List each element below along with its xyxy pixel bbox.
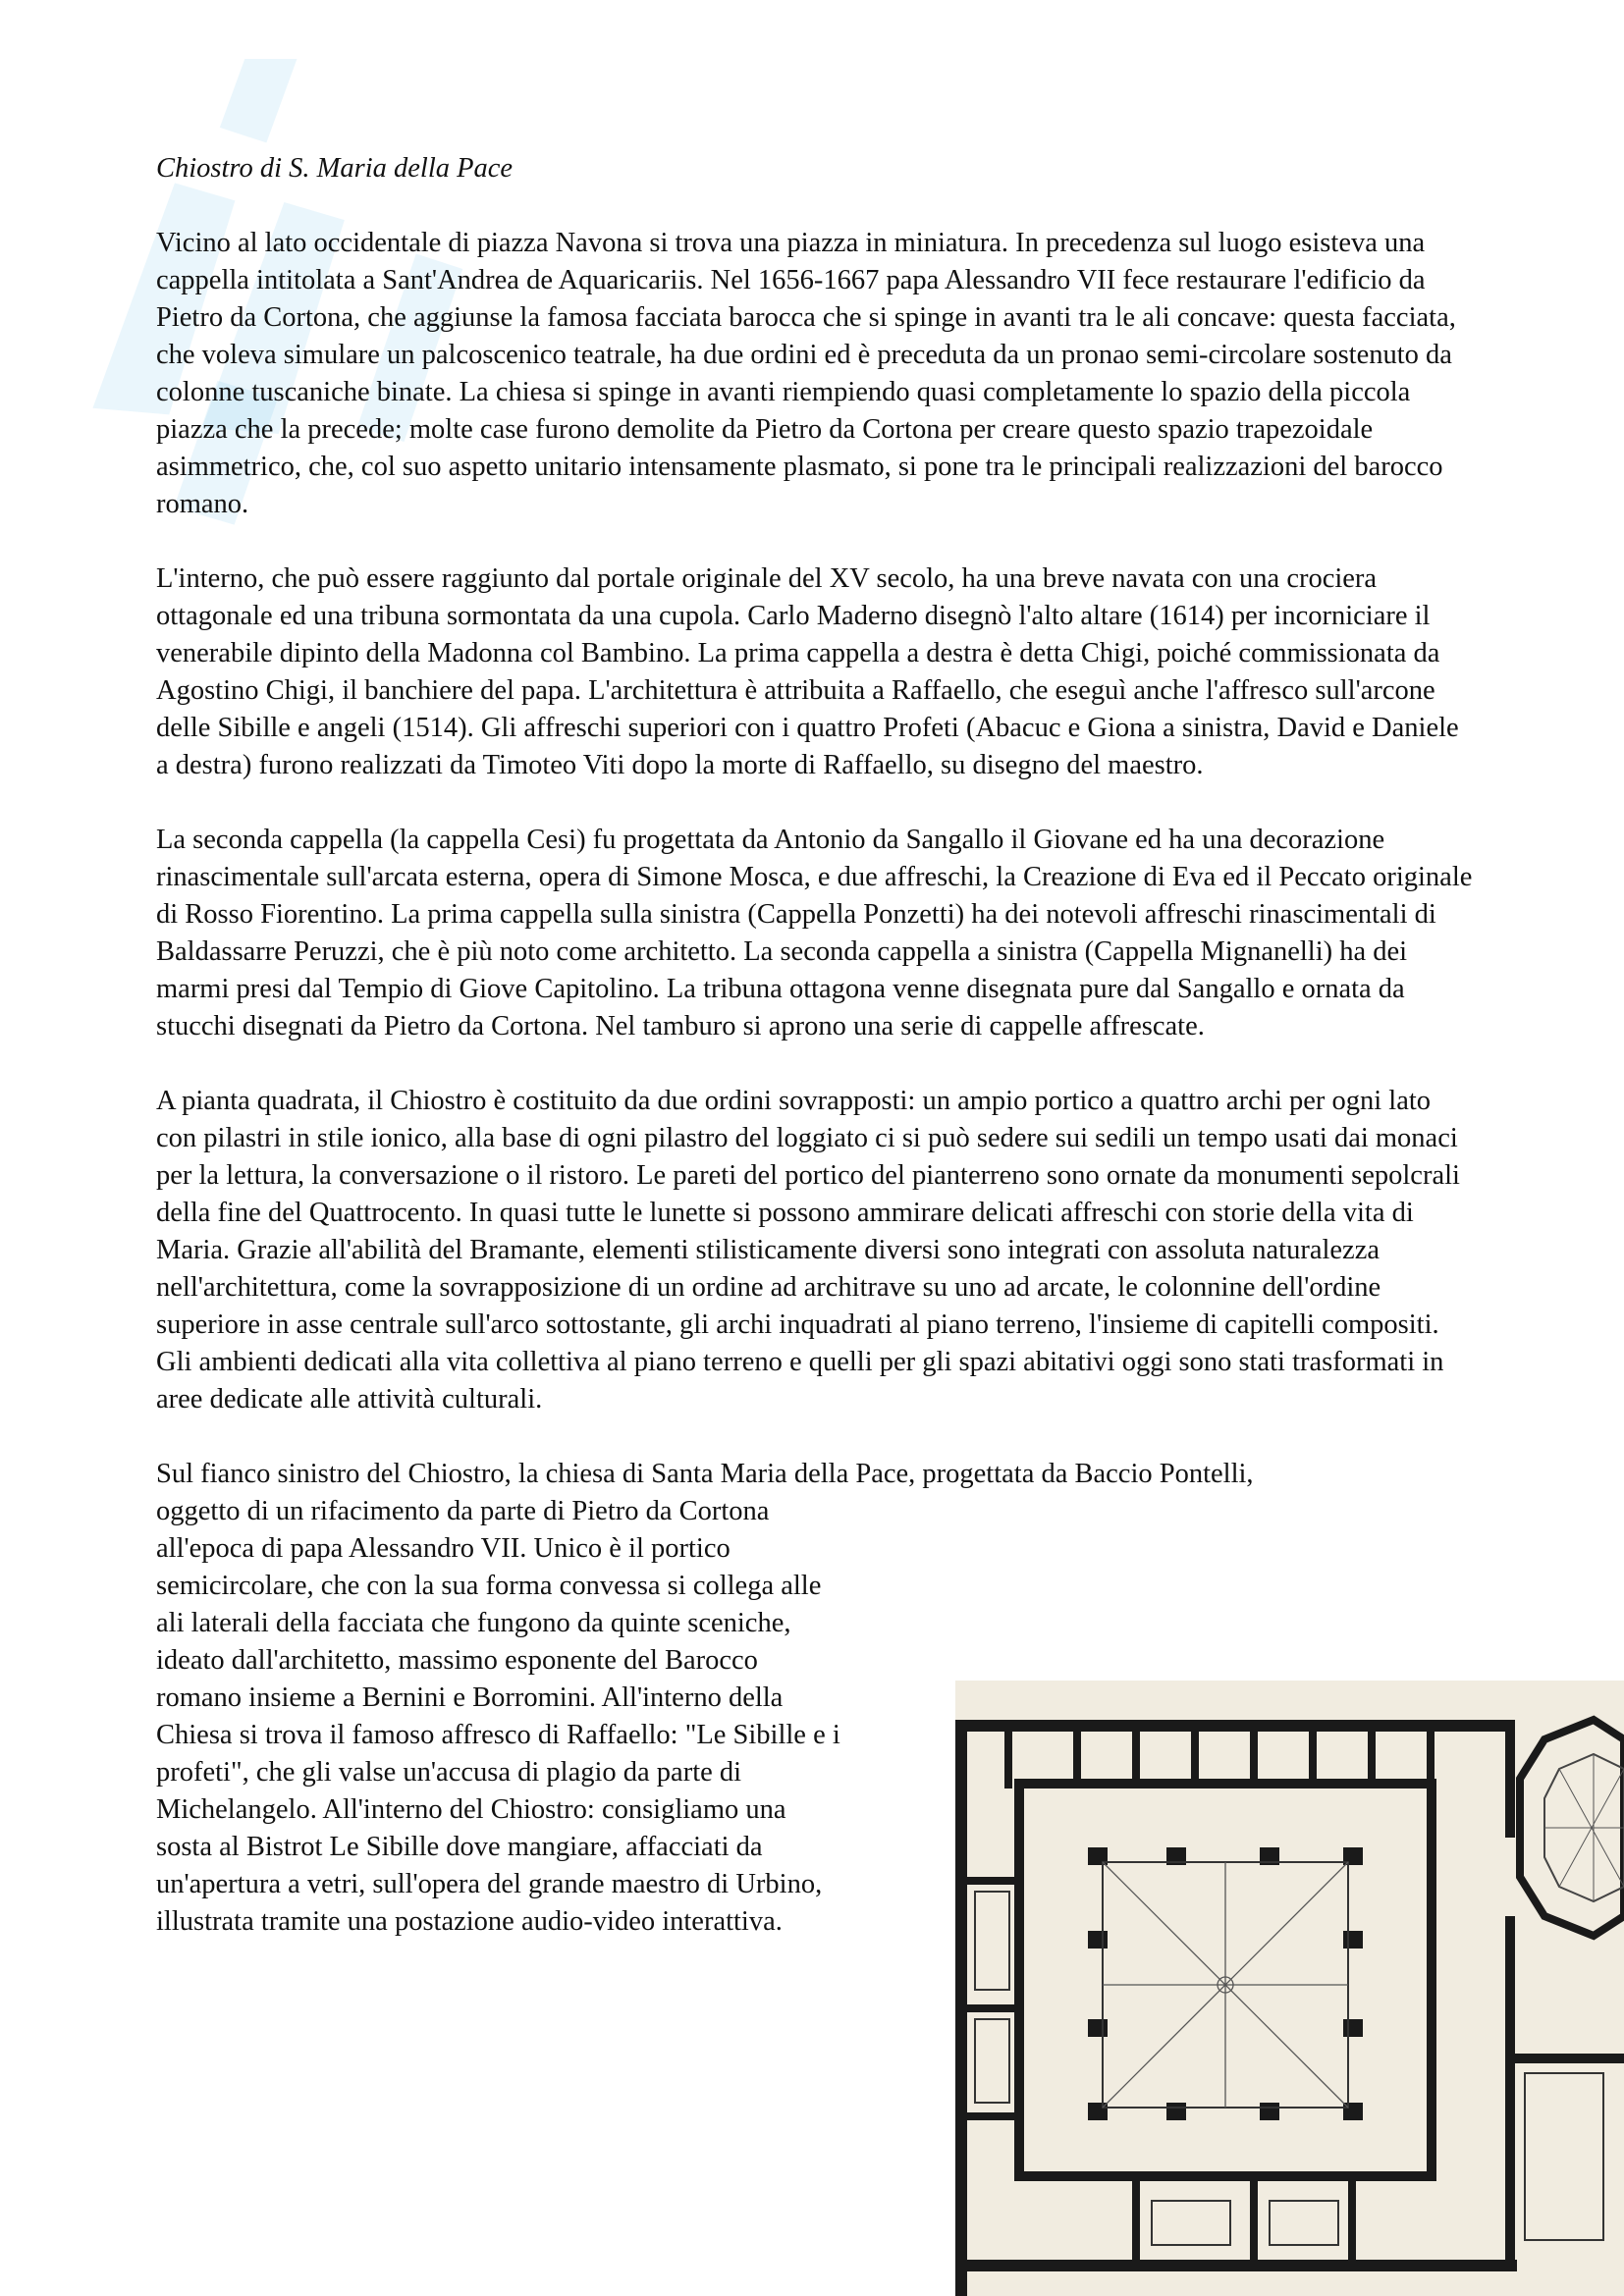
- paragraph-chiesa: [156, 1456, 1477, 1941]
- document-body: [156, 150, 1477, 1941]
- paragraph-cappelle: La seconda cappella (la cappella Cesi) fu progettata da Antonio da Sangallo il Giovane ed ha una decorazione rinascimentale sull'arcata esterna, opera di Simone Mosca, e due affreschi, la Creazione di Eva ed il Peccato originale di Rosso Fiorentino. La prima cappella sulla sinistra (Cappella Ponzetti) ha dei notevoli affreschi rinascimentali di Baldassarre Peruzzi, che è più noto come architetto. La seconda cappella a sinistra (Cappella Mignanelli) ha dei marmi presi dal Tempio di Giove Capitolino. La tribuna ottagona venne disegnata pure dal Sangallo e ornata da stucchi disegnati da Pietro da Cortona. Nel tamburo si aprono una serie di cappelle affrescate.: [156, 825, 1473, 1041]
- text-line: romano insieme a Bernini e Borromini. All'interno della: [156, 1682, 784, 1713]
- text-line: Sul fianco sinistro del Chiostro, la chiesa di Santa Maria della Pace, progettata da Baccio Pontelli,: [156, 1459, 1254, 1489]
- text-line: ali laterali della facciata che fungono da quinte sceniche,: [156, 1608, 791, 1638]
- paragraph-piazza: Vicino al lato occidentale di piazza Navona si trova una piazza in miniatura. In precedenza sul luogo esisteva una cappella intitolata a Sant'Andrea de Aquaricariis. Nel 1656-1667 papa Alessandro VII fece restaurare l'edificio da Pietro da Cortona, che aggiunse la famosa facciata barocca che si spinge in avanti tra le ali concave: questa facciata, che voleva simulare un palcoscenico teatrale, ha due ordini ed è preceduta da un pronao semi-circolare sostenuto da colonne tuscaniche binate. La chiesa si spinge in avanti riempiendo quasi completamente lo spazio della piccola piazza che la precede; molte case furono demolite da Pietro da Cortona per creare questo spazio trapezoidale asimmetrico, che, col suo aspetto unitario intensamente plasmato, si pone tra le principali realizzazioni del barocco romano.: [156, 228, 1456, 519]
- text-line: illustrata tramite una postazione audio-video interattiva.: [156, 1906, 783, 1937]
- text-line: sosta al Bistrot Le Sibille dove mangiare, affacciati da: [156, 1832, 763, 1862]
- document-title: Chiostro di S. Maria della Pace: [156, 153, 514, 184]
- paragraph-interno: L'interno, che può essere raggiunto dal portale originale del XV secolo, ha una breve navata con una crociera ottagonale ed una tribuna sormontata da una cupola. Carlo Maderno disegnò l'alto altare (1614) per incorniciare il venerabile dipinto della Madonna col Bambino. La prima cappella a destra è detta Chigi, poiché commissionata da Agostino Chigi, il banchiere del papa. L'architettura è attribuita a Raffaello, che eseguì anche l'affresco sull'arcone delle Sibille e angeli (1514). Gli affreschi superiori con i quattro Profeti (Abacuc e Giona a sinistra, David e Daniele a destra) furono realizzati da Timoteo Viti dopo la morte di Raffaello, su disegno del maestro.: [156, 563, 1459, 780]
- text-line: all'epoca di papa Alessandro VII. Unico è il portico: [156, 1533, 731, 1564]
- text-line: ideato dall'architetto, massimo esponente del Barocco: [156, 1645, 758, 1676]
- text-line: profeti", che gli valse un'accusa di plagio da parte di: [156, 1757, 742, 1788]
- paragraph-chiostro: A pianta quadrata, il Chiostro è costituito da due ordini sovrapposti: un ampio portico a quattro archi per ogni lato con pilastri in stile ionico, alla base di ogni pilastro del loggiato ci si può sedere sui sedili un tempo usati dai monaci per la lettura, la conversazione o il ristoro. Le pareti del portico del pianterreno sono ornate da monumenti sepolcrali della fine del Quattrocento. In quasi tutte le lunette si possono ammirare delicati affreschi con storie della vita di Maria. Grazie all'abilità del Bramante, elementi stilisticamente diversi sono integrati con assoluta naturalezza nell'architettura, come la sovrapposizione di un ordine ad architrave su uno ad arcate, le colonnine dell'ordine superiore in asse centrale sull'arco sottostante, gli archi inquadrati al piano terreno, l'insieme di capitelli compositi. Gli ambienti dedicati alla vita collettiva al piano terreno e quelli per gli spazi abitativi oggi sono stati trasformati in aree dedicate alle attività culturali.: [156, 1086, 1460, 1415]
- text-line: semicircolare, che con la sua forma convessa si collega alle: [156, 1571, 822, 1601]
- text-line: oggetto di un rifacimento da parte di Pietro da Cortona: [156, 1496, 770, 1526]
- text-line: Chiesa si trova il famoso affresco di Raffaello: "Le Sibille e i: [156, 1720, 840, 1750]
- text-line: Michelangelo. All'interno del Chiostro: consigliamo una: [156, 1794, 786, 1825]
- text-line: un'apertura a vetri, sull'opera del grande maestro di Urbino,: [156, 1869, 823, 1899]
